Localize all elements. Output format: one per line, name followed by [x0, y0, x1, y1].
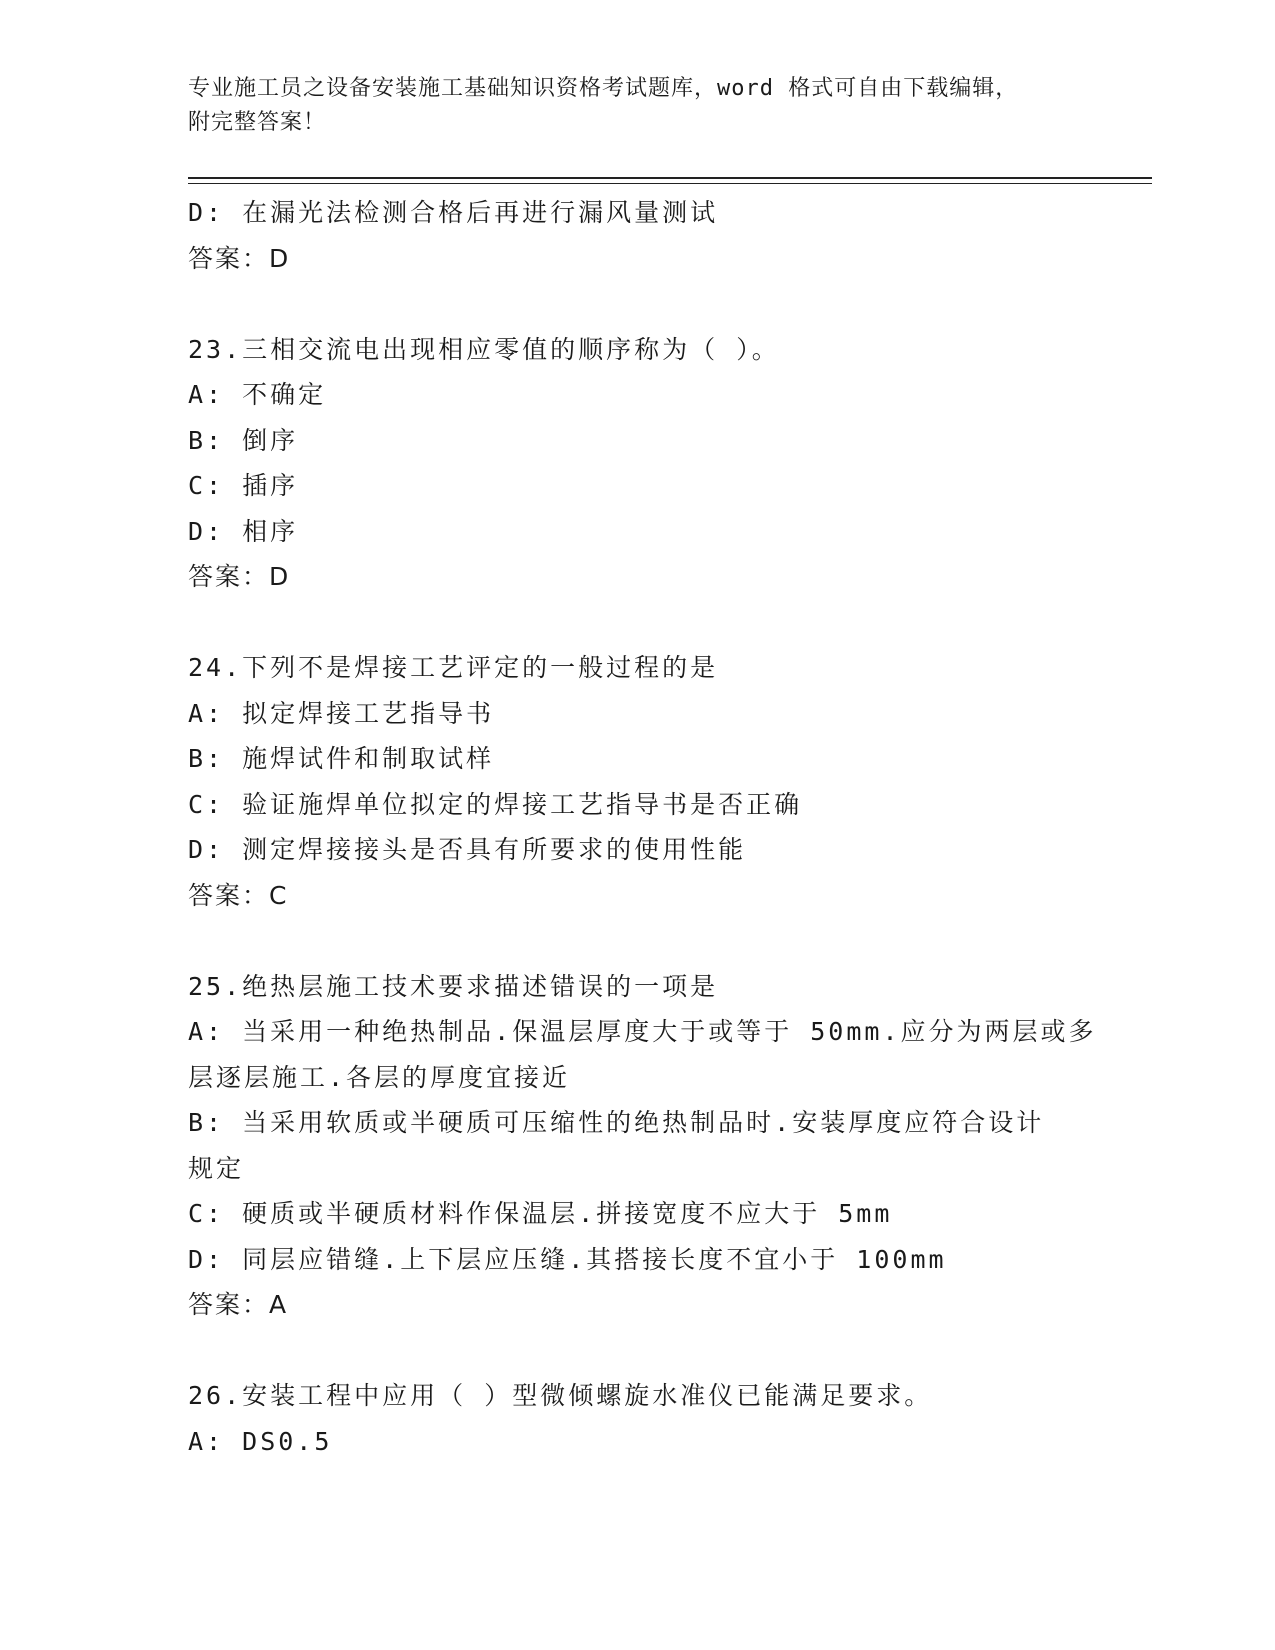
question-block — [188, 327, 1088, 600]
spacer — [188, 918, 1088, 964]
option-a-continued: 层逐层施工.各层的厚度宜接近 — [188, 1062, 571, 1092]
option-d: D: 测定焊接接头是否具有所要求的使用性能 — [188, 835, 747, 864]
option-c: C: 硬质或半硬质材料作保温层.拼接宽度不应大于 5mm — [188, 1199, 893, 1228]
header-line-1: 专业施工员之设备安装施工基础知识资格考试题库，word 格式可自由下载编辑， — [188, 76, 1019, 101]
option-d: D: 相序 — [188, 516, 299, 546]
question-stem: 23.三相交流电出现相应零值的顺序称为（ ）。 — [188, 334, 780, 364]
option-b: B: 施焊试件和制取试样 — [188, 744, 495, 773]
option-b: B: 倒序 — [188, 425, 299, 455]
question-list — [188, 190, 1097, 1464]
document-header — [188, 72, 1088, 140]
option-c: C: 插序 — [188, 471, 299, 500]
question-block — [188, 645, 1088, 918]
header-rule — [188, 177, 1152, 179]
spacer — [188, 281, 1088, 327]
option-b: B: 当采用软质或半硬质可压缩性的绝热制品时.安装厚度应符合设计 — [188, 1108, 1045, 1137]
header-rule-thin — [188, 183, 1152, 184]
question-stem: 25.绝热层施工技术要求描述错误的一项是 — [188, 971, 719, 1001]
option-a: A: 当采用一种绝热制品.保温层厚度大于或等于 50mm.应分为两层或多 — [188, 1017, 1097, 1046]
option-b-continued: 规定 — [188, 1153, 245, 1183]
question-stem: 26.安装工程中应用（ ）型微倾螺旋水准仪已能满足要求。 — [188, 1381, 933, 1410]
spacer — [188, 1328, 1088, 1374]
answer-line: 答案：A — [188, 1290, 289, 1319]
question-block — [188, 1373, 1088, 1464]
option-a: A: 拟定焊接工艺指导书 — [188, 698, 495, 728]
option-d: D: 同层应错缝.上下层应压缝.其搭接长度不宜小于 100mm — [188, 1244, 947, 1274]
header-line-2: 附完整答案！ — [188, 110, 327, 135]
answer-line: 答案：D — [188, 562, 291, 591]
spacer — [188, 600, 1088, 646]
question-stem: 24.下列不是焊接工艺评定的一般过程的是 — [188, 653, 719, 682]
option-a: A: DS0.5 — [188, 1426, 333, 1456]
option-c: C: 验证施焊单位拟定的焊接工艺指导书是否正确 — [188, 789, 803, 819]
answer-line: 答案：D — [188, 243, 291, 273]
option-d: D: 在漏光法检测合格后再进行漏风量测试 — [188, 198, 719, 227]
question-block — [188, 964, 1097, 1328]
answer-line: 答案：C — [188, 880, 289, 910]
option-a: A: 不确定 — [188, 380, 327, 409]
